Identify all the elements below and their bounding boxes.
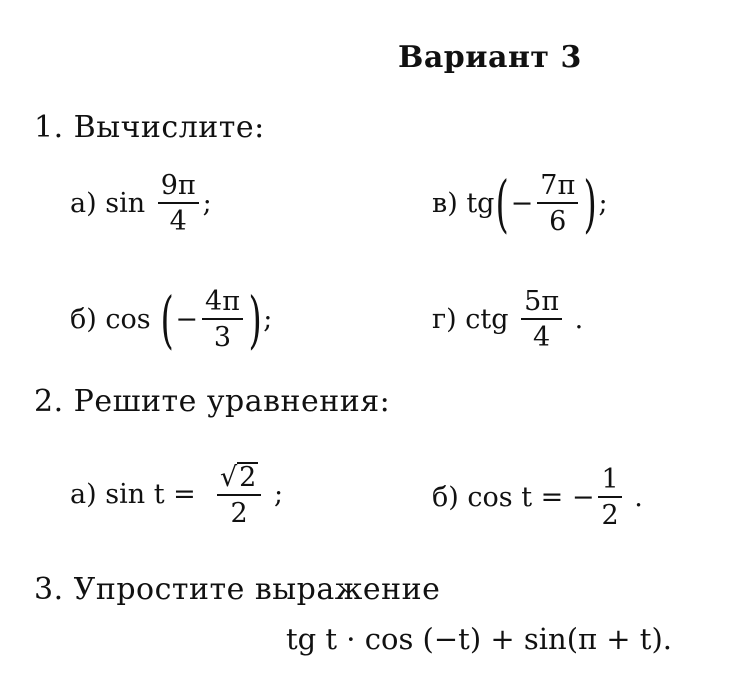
item-label: в): [432, 188, 458, 219]
fraction: [598, 466, 621, 529]
task1-g: [432, 288, 583, 351]
punctuation: .: [634, 482, 643, 513]
numerator: 7π: [537, 172, 578, 204]
denominator: 3: [213, 322, 232, 353]
left-paren: (: [495, 166, 510, 240]
fraction: [202, 288, 243, 351]
numerator: 9π: [158, 172, 199, 204]
fraction: [537, 172, 578, 235]
radical-sign: √: [219, 462, 238, 493]
task3-header: 3. Упростите выражение: [34, 572, 441, 607]
function-name: tg: [466, 188, 495, 219]
denominator: 6: [549, 206, 567, 237]
denominator: 2: [230, 498, 248, 529]
equation-lhs: sin t =: [105, 479, 196, 510]
punctuation: ;: [263, 304, 273, 335]
task2-a: [70, 462, 283, 527]
right-paren: ): [248, 282, 262, 356]
task2-b: [432, 466, 643, 529]
radicand: 2: [239, 462, 257, 493]
task1-header: 1. Вычислите:: [34, 110, 265, 145]
numerator: [217, 462, 261, 496]
minus-sign: −: [510, 188, 534, 219]
function-name: cos: [105, 304, 151, 335]
function-name: ctg: [465, 304, 509, 335]
task1-v: [432, 166, 608, 240]
punctuation: ;: [202, 188, 212, 219]
sqrt: [220, 462, 258, 491]
fraction: [158, 172, 199, 235]
item-label: а): [70, 479, 97, 510]
task3-expression: tg t · cos (−t) + sin(π + t).: [286, 622, 672, 656]
function-name: sin: [105, 188, 146, 219]
minus-sign: −: [175, 304, 199, 335]
numerator: 1: [598, 466, 621, 498]
task1-b: [70, 282, 273, 356]
item-label: а): [70, 188, 97, 219]
item-label: б): [432, 482, 459, 513]
denominator: 4: [533, 322, 551, 353]
item-label: б): [70, 304, 97, 335]
punctuation: ;: [598, 188, 608, 219]
fraction: [217, 462, 261, 527]
left-paren: (: [160, 282, 174, 356]
variant-title: Вариант 3: [398, 40, 582, 75]
punctuation: .: [574, 304, 584, 335]
punctuation: ;: [273, 479, 284, 510]
task2-header: 2. Решите уравнения:: [34, 384, 391, 419]
item-label: г): [432, 304, 457, 335]
numerator: 4π: [202, 288, 243, 320]
denominator: 4: [169, 206, 187, 237]
right-paren: ): [583, 166, 597, 240]
fraction: [521, 288, 562, 351]
numerator: 5π: [521, 288, 562, 320]
denominator: 2: [601, 500, 619, 531]
task1-a: [70, 172, 212, 235]
equation-lhs: cos t = −: [467, 482, 595, 513]
